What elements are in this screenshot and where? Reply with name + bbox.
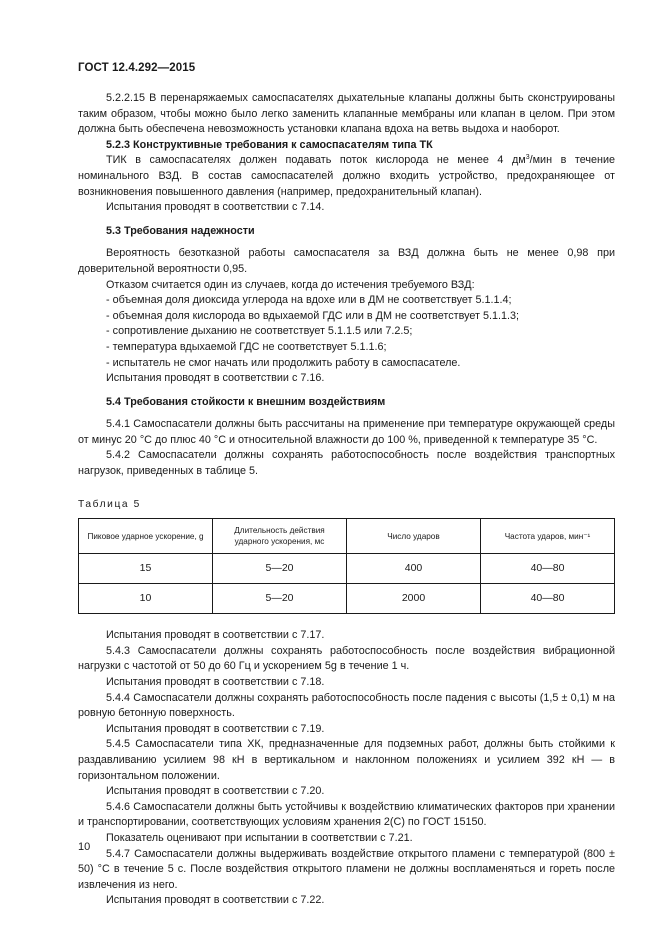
paragraph: 5.4.3 Самоспасатели должны сохранять работоспособность после воздействия вибрационной нагрузки с частотой от 50 до 60 Гц и ускорением 5g в течение 1 ч.: [78, 644, 615, 673]
paragraph: Испытания проводят в соответствии с 7.20.: [106, 785, 325, 798]
col-peak-acceleration: Пиковое ударное ускорение, g: [79, 519, 213, 554]
table-cell: 40—80: [481, 584, 615, 614]
paragraph: Испытания проводят в соответствии с 7.17.: [106, 629, 325, 642]
table-cell: 5—20: [213, 584, 347, 614]
text-section-lower: [78, 628, 615, 909]
section-heading: 5.4 Требования стойкости к внешним воздействиям: [106, 395, 386, 408]
paragraph: Испытания проводят в соответствии с 7.14.: [106, 201, 325, 214]
paragraph: 5.4.2 Самоспасатели должны сохранять работоспособность после воздействия транспортных нагрузок, приведенных в таблице 5.: [78, 449, 615, 478]
col-shock-count: Число ударов: [347, 519, 481, 554]
table-cell: 400: [347, 554, 481, 584]
paragraph: Вероятность безотказной работы самоспасателя за ВЗД должна быть не менее 0,98 при доверительной вероятности 0,95.: [78, 247, 615, 275]
paragraph: Отказом считается один из случаев, когда до истечения требуемого ВЗД:: [106, 278, 475, 291]
list-item: - объемная доля диоксида углерода на вдохе или в ДМ не соответствует 5.1.1.4;: [106, 294, 512, 307]
paragraph: 5.4.4 Самоспасатели должны сохранять работоспособность после падения с высоты (1,5 ± 0,1) м на ровную бетонную поверхность.: [78, 691, 615, 720]
paragraph: 5.4.7 Самоспасатели должны выдерживать воздействие открытого пламени с температурой (800 ± 50) °С в течение 5 с. После воздействия открытого пламени не должны воспламеняться и гореть после извлечения из него.: [78, 847, 615, 891]
paragraph: 5.2.2.15 В перенаряжаемых самоспасателях дыхательные клапаны должны быть сконструированы таким образом, чтобы можно было легко заменить клапанные мембраны или клапан в целом. При этом должна быть обеспечена невозможность установки клапана вдоха на ветвь выдоха и наоборот.: [78, 92, 615, 136]
table-row: [79, 554, 615, 584]
paragraph: Показатель оценивают при испытании в соответствии с 7.21.: [106, 831, 413, 844]
paragraph: Испытания проводят в соответствии с 7.16.: [106, 372, 325, 385]
text-section-upper: [78, 91, 615, 480]
table-caption: Таблица 5: [78, 498, 141, 510]
document-header: ГОСТ 12.4.292—2015: [78, 62, 196, 74]
col-duration: Длительность действия ударного ускорения, мс: [213, 519, 347, 554]
list-item: - сопротивление дыханию не соответствует 5.1.1.5 или 7.2.5;: [106, 325, 413, 338]
table-cell: 40—80: [481, 554, 615, 584]
paragraph: Испытания проводят в соответствии с 7.22.: [106, 894, 325, 907]
table-row: [79, 584, 615, 614]
list-item: - объемная доля кислорода во вдыхаемой ГДС или в ДМ не соответствует 5.1.1.3;: [106, 309, 519, 322]
paragraph: 5.4.6 Самоспасатели должны быть устойчивы к воздействию климатических факторов при хранении и транспортировании, соответствующих условиям хранения 2(С) по ГОСТ 15150.: [78, 800, 615, 829]
table-cell: 5—20: [213, 554, 347, 584]
section-heading: 5.3 Требования надежности: [106, 224, 255, 237]
paragraph: ТИК в самоспасателях должен подавать поток кислорода не менее 4 $дм^3$/мин в течение номинального ВЗД. В состав самоспасателей должно входить устройство, предохраняющее от возникновения повышенного давления (например, предохранительный клапан).: [78, 154, 616, 198]
shock-load-table: [78, 518, 615, 614]
table-cell: 2000: [347, 584, 481, 614]
list-item: - температура вдыхаемой ГДС не соответствует 5.1.1.6;: [106, 340, 387, 353]
col-shock-frequency: Частота ударов, мин⁻¹: [481, 519, 615, 554]
table-cell: 15: [79, 554, 213, 584]
paragraph: 5.4.1 Самоспасатели должны быть рассчитаны на применение при температуре окружающей среды от минус 20 °С до плюс 40 °С и относительной влажности до 100 %, приведенной к температуре 35 °С.: [78, 418, 615, 446]
paragraph: Испытания проводят в соответствии с 7.18.: [106, 676, 325, 689]
page-content: [78, 91, 615, 909]
table-header-row: [79, 519, 615, 554]
page-number: 10: [78, 841, 91, 853]
section-heading: 5.2.3 Конструктивные требования к самоспасателям типа ТК: [106, 138, 433, 151]
list-item: - испытатель не смог начать или продолжить работу в самоспасателе.: [106, 356, 461, 369]
paragraph: Испытания проводят в соответствии с 7.19.: [106, 722, 325, 735]
table-cell: 10: [79, 584, 213, 614]
paragraph: 5.4.5 Самоспасатели типа ХК, предназначенные для подземных работ, должны быть стойкими к раздавливанию усилием 98 кН в вертикальном и наклонном положениях и усилием 392 кН — в горизонтальном положении.: [78, 738, 615, 782]
